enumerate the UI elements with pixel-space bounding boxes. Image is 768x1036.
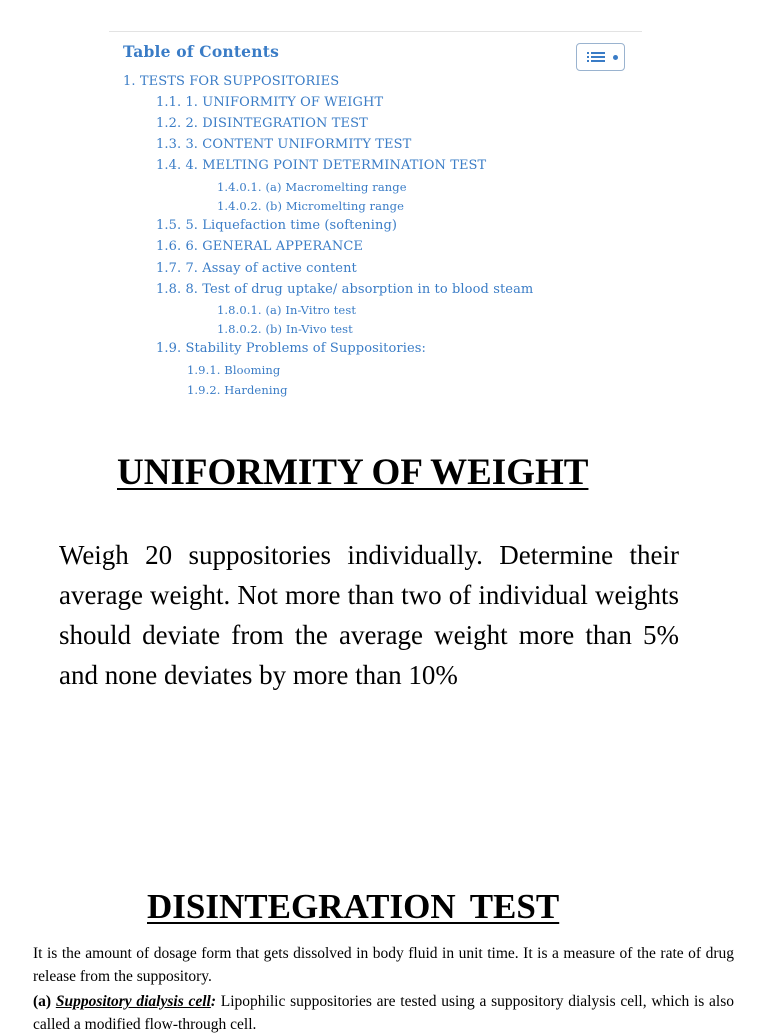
toc-item-content-uniformity-test[interactable]: 1.3. 3. CONTENT UNIFORMITY TEST: [156, 137, 412, 152]
toc-title: Table of Contents: [123, 42, 280, 61]
uniformity-of-weight-paragraph: Weigh 20 suppositories individually. Determine their average weight. Not more than two of individual weights should deviate from the average weight more than 5% and none deviates by more than 10%: [59, 540, 679, 690]
item-term: Suppository dialysis cell: [55, 993, 211, 1010]
toc-item-in-vivo-test[interactable]: 1.8.0.2. (b) In-Vivo test: [217, 322, 353, 336]
toc-item-hardening[interactable]: 1.9.2. Hardening: [187, 383, 288, 397]
toc-item-in-vitro-test[interactable]: 1.8.0.1. (a) In-Vitro test: [217, 303, 357, 317]
toc-item-macromelting-range[interactable]: 1.4.0.1. (a) Macromelting range: [217, 180, 407, 194]
toggle-dot-icon: [613, 55, 618, 60]
toc-item-stability-problems[interactable]: 1.9. Stability Problems of Suppositories:: [156, 341, 427, 356]
toc-item-uniformity-of-weight[interactable]: 1.1. 1. UNIFORMITY OF WEIGHT: [156, 95, 384, 110]
item-colon: :: [210, 993, 217, 1010]
toc-item-general-apperance[interactable]: 1.6. 6. GENERAL APPERANCE: [156, 239, 364, 254]
toc-toggle-button[interactable]: [576, 43, 625, 71]
uniformity-of-weight-heading: UNIFORMITY OF WEIGHT: [117, 452, 589, 493]
toc-item-liquefaction-time[interactable]: 1.5. 5. Liquefaction time (softening): [156, 218, 398, 233]
item-label: (a): [33, 993, 52, 1010]
toc-item-micromelting-range[interactable]: 1.4.0.2. (b) Micromelting range: [217, 199, 404, 213]
toc-item-drug-uptake-test[interactable]: 1.8. 8. Test of drug uptake/ absorption in to blood steam: [156, 282, 534, 297]
table-of-contents: [109, 31, 642, 406]
toc-item-melting-point-test[interactable]: 1.4. 4. MELTING POINT DETERMINATION TEST: [156, 158, 487, 173]
disintegration-test-paragraph: It is the amount of dosage form that gets dissolved in body fluid in unit time. It is a measure of the rate of drug release from the suppository.: [33, 945, 734, 985]
toc-item-blooming[interactable]: 1.9.1. Blooming: [187, 363, 281, 377]
toc-item-tests-for-suppositories[interactable]: 1. TESTS FOR SUPPOSITORIES: [123, 74, 340, 89]
suppository-dialysis-cell-paragraph: [33, 990, 734, 1036]
toc-item-assay-of-active-content[interactable]: 1.7. 7. Assay of active content: [156, 261, 357, 276]
item-text: Lipophilic suppositories are tested using a suppository dialysis cell, which is also called a modified flow-through cell.: [33, 993, 735, 1033]
list-toggle-icon: [587, 52, 605, 63]
toc-item-disintegration-test[interactable]: 1.2. 2. DISINTEGRATION TEST: [156, 116, 368, 131]
disintegration-test-heading: DISINTEGRATION TEST: [147, 887, 560, 926]
